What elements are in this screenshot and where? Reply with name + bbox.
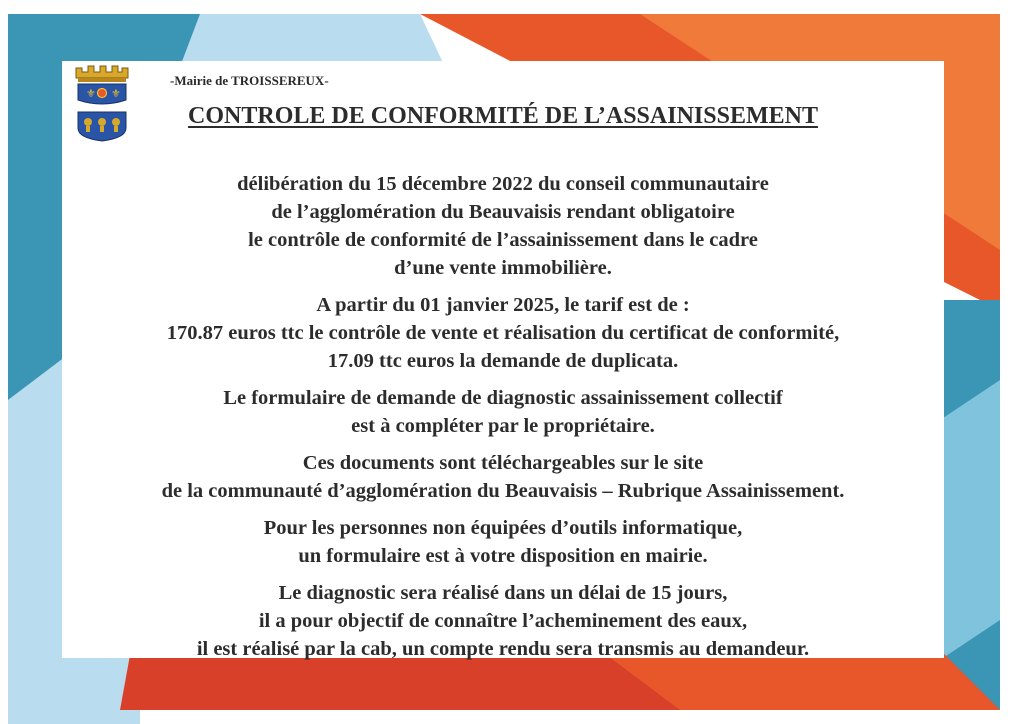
svg-text:⚜: ⚜ <box>111 87 121 100</box>
text-line: A partir du 01 janvier 2025, le tarif est de : <box>316 294 690 316</box>
text-line: est à compléter par le propriétaire. <box>351 415 655 437</box>
notice-body <box>62 170 944 672</box>
text-line: 17.09 ttc euros la demande de duplicata. <box>327 350 679 372</box>
paragraph-mairie <box>62 514 944 570</box>
text-line: de l’agglomération du Beauvaisis rendant obligatoire <box>271 201 735 223</box>
mairie-label: -Mairie de TROISSEREUX- <box>170 73 329 88</box>
paragraph-tarif <box>62 291 944 375</box>
text-line: il a pour objectif de connaître l’acheminement des eaux, <box>258 610 748 632</box>
text-line: d’une vente immobilière. <box>394 257 612 279</box>
paragraph-formulaire <box>62 384 944 440</box>
text-line: Le formulaire de demande de diagnostic assainissement collectif <box>223 387 783 409</box>
text-line: délibération du 15 décembre 2022 du conseil communautaire <box>237 173 769 195</box>
text-line: Le diagnostic sera réalisé dans un délai de 15 jours, <box>278 582 728 604</box>
text-line: de la communauté d’agglomération du Beauvaisis – Rubrique Assainissement. <box>161 480 845 502</box>
svg-text:⚜: ⚜ <box>86 87 96 100</box>
text-line: Pour les personnes non équipées d’outils informatique, <box>263 517 743 539</box>
page-title: CONTROLE DE CONFORMITÉ DE L’ASSAINISSEMENT <box>188 103 818 129</box>
text-line: 170.87 euros ttc le contrôle de vente et réalisation du certificat de conformité, <box>166 322 840 344</box>
text-line: Ces documents sont téléchargeables sur le site <box>302 452 704 474</box>
paragraph-deliberation <box>62 170 944 282</box>
paragraph-diagnostic <box>62 579 944 663</box>
sky-shape-right <box>940 380 1000 660</box>
text-line: il est réalisé par la cab, un compte rendu sera transmis au demandeur. <box>196 638 810 660</box>
paragraph-documents <box>62 449 944 505</box>
text-line: un formulaire est à votre disposition en mairie. <box>298 545 708 567</box>
text-line: le contrôle de conformité de l’assainissement dans le cadre <box>248 229 758 251</box>
